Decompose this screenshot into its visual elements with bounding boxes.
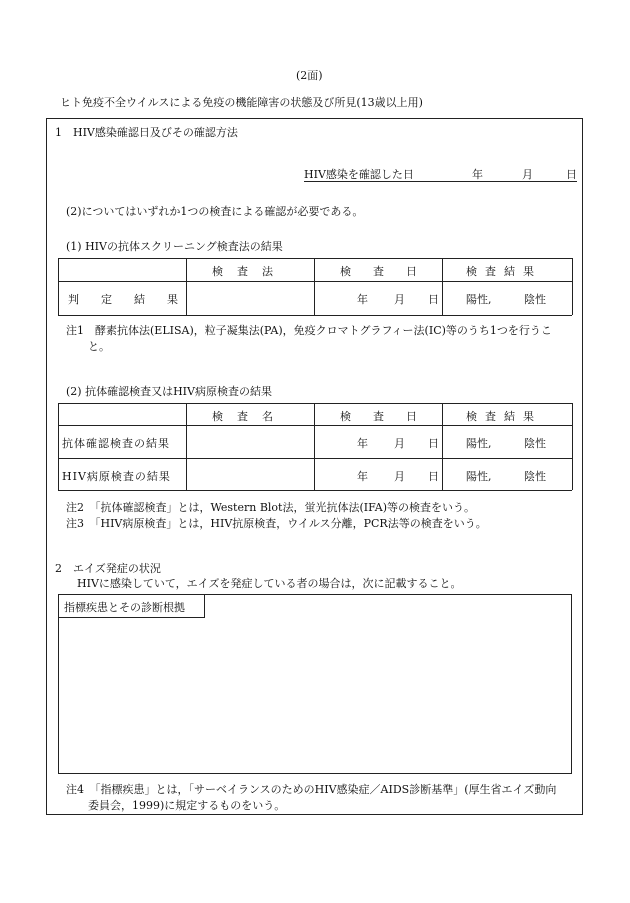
note1-line1: 注1 酵素抗体法(ELISA)，粒子凝集法(PA)，免疫クロマトグラフィー法(IC)等のうち1つを行うこ (66, 324, 552, 337)
row1-year-unit: 年 (357, 437, 368, 450)
screening-col-date: 検査日 (340, 265, 439, 278)
confirm-col-line (572, 403, 573, 490)
confirm-day-unit: 日 (566, 168, 577, 181)
confirm-table-header-line (58, 425, 572, 426)
confirm-year-unit: 年 (472, 168, 483, 181)
confirm-date-field[interactable] (304, 181, 577, 182)
screening-positive-option[interactable]: 陽性, (466, 293, 492, 306)
pathogen-test-name-field[interactable] (187, 459, 314, 490)
row1-negative-option[interactable]: 陰性 (524, 437, 546, 450)
screening-negative-option[interactable]: 陰性 (524, 293, 546, 306)
row2-positive-option[interactable]: 陽性, (466, 470, 492, 483)
row2-negative-option[interactable]: 陰性 (524, 470, 546, 483)
screening-table-mid (58, 281, 572, 282)
antibody-confirm-row-label: 抗体確認検査の結果 (62, 437, 170, 450)
screening-row-label: 判定結果 (68, 293, 200, 306)
confirm-test-title: (2) 抗体確認検査又はHIV病原検査の結果 (66, 385, 272, 398)
row1-month-unit: 月 (394, 437, 405, 450)
screening-method-field[interactable] (187, 282, 314, 315)
confirm-month-unit: 月 (522, 168, 533, 181)
confirm-col-line (58, 403, 59, 490)
confirm-table-bottom (58, 490, 572, 491)
note4-line2: 委員会，1999)に規定するものをいう。 (88, 799, 286, 812)
indicator-disease-label: 指標疾患とその診断根拠 (64, 601, 185, 614)
row1-positive-option[interactable]: 陽性, (466, 437, 492, 450)
hiv-confirm-date-label: HIV感染を確認した日 (304, 168, 414, 181)
confirm-col-line (314, 403, 315, 490)
confirm-col-line (442, 403, 443, 490)
confirm-col-name: 検査名 (212, 410, 287, 423)
required-note: (2)についてはいずれか1つの検査による確認が必要である。 (66, 205, 364, 218)
confirm-table-top (58, 403, 572, 404)
note3: 注3 「HIV病原検査」とは，HIV抗原検査，ウイルス分離，PCR法等の検査をいう。 (66, 517, 487, 530)
row2-day-unit: 日 (428, 470, 439, 483)
antibody-test-name-field[interactable] (187, 426, 314, 458)
screening-day-unit: 日 (428, 293, 439, 306)
section2-heading: 2 エイズ発症の状況 (55, 562, 161, 575)
note4-line1: 注4 「指標疾患」とは，「サーベイランスのためのHIV感染症／AIDS診断基準」(厚生省エイズ動向 (66, 783, 557, 796)
section1-heading: 1 HIV感染確認日及びその確認方法 (55, 126, 238, 139)
screening-col-line (442, 258, 443, 315)
confirm-table-row-line (58, 458, 572, 459)
section2-instruction: HIVに感染していて，エイズを発症している者の場合は，次に記載すること。 (77, 577, 462, 590)
page-label: (2面) (296, 69, 323, 82)
confirm-col-date: 検査日 (340, 410, 439, 423)
screening-year-unit: 年 (357, 293, 368, 306)
screening-col-line (572, 258, 573, 315)
note2: 注2 「抗体確認検査」とは，Western Blot法，蛍光抗体法(IFA)等の検査をいう。 (66, 501, 476, 514)
confirm-col-result: 検査結果 (466, 410, 542, 423)
row1-day-unit: 日 (428, 437, 439, 450)
screening-table-top (58, 258, 572, 259)
screening-col-line (58, 258, 59, 315)
screening-title: (1) HIVの抗体スクリーニング検査法の結果 (66, 240, 283, 253)
row2-year-unit: 年 (357, 470, 368, 483)
screening-col-line (314, 258, 315, 315)
indicator-disease-area[interactable] (58, 594, 572, 774)
document-title: ヒト免疫不全ウイルスによる免疫の機能障害の状態及び所見(13歳以上用) (60, 96, 423, 109)
note1-line2: と。 (88, 340, 110, 353)
screening-col-result: 検査結果 (466, 265, 542, 278)
screening-col-method: 検査法 (212, 265, 287, 278)
row2-month-unit: 月 (394, 470, 405, 483)
screening-table-bottom (58, 315, 572, 316)
screening-month-unit: 月 (394, 293, 405, 306)
hiv-pathogen-row-label: HIV病原検査の結果 (62, 470, 171, 483)
